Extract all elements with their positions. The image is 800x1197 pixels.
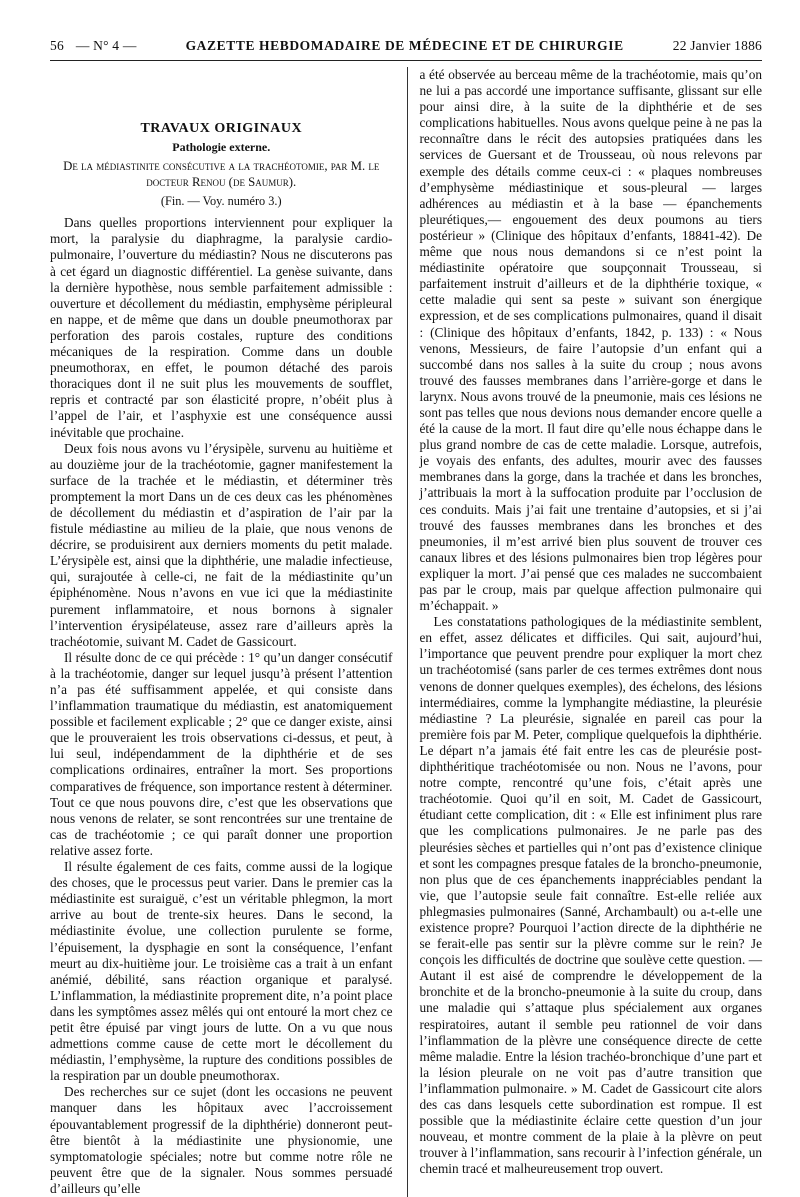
subsection-title: Pathologie externe. — [172, 140, 271, 155]
issue-date: 22 Janvier 1886 — [672, 38, 762, 53]
paragraph: a été observée au berceau même de la trachéotomie, mais qu’on ne lui a pas accordé une importance suffisante, glissant sur elle pour ainsi dire, à la suite de la diphthérie et de ses complications habituelles. Nous avons quelque peine à ne pas la reconnaître dans le récit des autopsies pratiquées dans les services de Guersant et de Trousseau, où nous relevons par exemple des détails comme ceux-ci : « plaques nombreuses d’emphysème médiastinique et sous-pleural — larges adhérences au médiastin et à la base — épanchements pleurétiques,— engouement des deux poumons au tiers postérieur » (Clinique des hôpitaux d’enfants, 18841-42). De même que nous nous demandons si ce n’est point la médiastinite opératoire que soupçonnait Trousseau, si parfaitement instruit d’ailleurs et de la diphthérie toxique, « cette maladie qui sent sa peste » suivant son énergique expression, et de ses complications pulmonaires, quand il disait : (Clinique des hôpitaux d’enfants, 1842, p. 133) : « Nous venons, Messieurs, de faire l’autopsie d’un enfant qui a succombé dans nos salles à la suite du croup ; nous avons trouvé des fausses membranes dans l’arrière-gorge et dans le larynx. Nous avons trouvé de la pneumonie, mais ces lésions ne sont pas telles que nous devions nous demander encore quelle a été la cause de la mort. Il faut dire qu’elle nous échappe dans le plus grand nombre de cas de cette maladie. Lorsque, autrefois, je voyais des enfants, des adultes, mourir avec des fausses membranes dans la gorge, dans la trachée et dans les bronches, j’attribuais la mort à la suffocation produite par l’occlusion de ces conduits. Mais j’ai fait une trentaine d’autopsies, et si j’ai trouvé des fausses membranes dans les bronches et des pneumonies, il m’est arrivé bien plus souvent de trouver ces canaux libres et des lésions pulmonaires bien trop légères pour expliquer la mort. J’ai pensé que ces malades ne succombaient pas par le croup, mais par quelque affection pulmonaire qui m’échappait. » — [419, 67, 762, 614]
header-left — [50, 38, 137, 54]
left-column — [50, 67, 393, 1197]
page-number: 56 — [50, 38, 64, 53]
right-column — [407, 67, 763, 1197]
issue-number: — N° 4 — — [75, 38, 137, 53]
paragraph: Des recherches sur ce sujet (dont les occasions ne peuvent manquer dans les hôpitaux avec l’accroissement épouvantablement progressif de la diphthérie) donneront peut-être bientôt à la médiastinite une physionomie, une symptomatologie spéciales; notre but comme notre rôle ne peuvent être que de la signaler. Nous sommes persuadé d’ailleurs qu’elle — [50, 1084, 393, 1196]
text-columns — [50, 67, 762, 1197]
paragraph: Il résulte également de ces faits, comme aussi de la logique des choses, que le processus peut varier. Dans le premier cas la médiastinite est suraiguë, c’est un véritable phlegmon, la mort arrive au bout de trente-six heures. Dans le second, la médiastinite évolue, une collection purulente se forme, l’épuisement, la dysphagie en sont la conséquence, l’enfant meurt au dix-huitième jour. Le troisième cas a trait à un enfant anémié, débilité, sans réaction organique et paralysé. L’inflammation, la médiastinite proprement dite, n’a point place dans les symptômes assez mêlés qui ont entouré la mort chez ce petit être épuisé par vingt jours de lutte. On a vu que nous admettions comme cause de cette mort le décollement du médiastin, l’emphysème, la rupture des conditions possibles de la respiration par un double pneumothorax. — [50, 859, 393, 1084]
paragraph: Deux fois nous avons vu l’érysipèle, survenu au huitième et au douzième jour de la trachéotomie, gagner manifestement la surface de la trachée et le médiastin, et déterminer très promptement la mort Dans un de ces deux cas les phénomènes de décollement du médiastin et d’aspiration de l’air par la fistule médiastine au milieu de la plaie, que nous venons de décrire, se produisirent aux derniers moments du petit malade. L’érysipèle est, ainsi que la diphthérie, une maladie infectieuse, qui, surajoutée à celle-ci, ne fait de la médiastinite qu’un épiphénomène. Nous n’avons en vue ici que la médiastinite purement inflammatoire, et nous bornons à signaler l’intervention érysipélateuse, assez rare d’ailleurs après la trachéotomie, suivant M. Cadet de Gassicourt. — [50, 440, 393, 649]
journal-title: GAZETTE HEBDOMADAIRE DE MÉDECINE ET DE CHIRURGIE — [185, 38, 624, 53]
running-header — [50, 38, 762, 61]
paragraph: Les constatations pathologiques de la médiastinite semblent, en effet, assez délicates et difficiles. Qui sait, aujourd’hui, l’importance que peuvent prendre pour expliquer la mort chez un trachéotomisé (sans parler de ces termes extrêmes dont nous venons de donner quelques exemples), des échelons, des lésions intermédiaires, comme la lymphangite médiastine, la pleurésie médiastine ? La pleurésie, signalée en pareil cas pour la première fois par M. Peter, complique quelquefois la diphthérie. Le départ n’a jamais été fait entre les cas de pleurésie post-diphthéritique trachéotomisée ou non. Nous ne l’avons, pour notre compte, rencontré qu’une fois, c’était après une trachéotomie. Quoi qu’il en soit, M. Cadet de Gassicourt, étudiant cette complication, dit : « Elle est infiniment plus rare que les complications pulmonaires. Je ne parle pas des pleurésies sèches et partielles qui n’ont pas d’existence clinique et sont les compagnes presque fatales de la broncho-pneumonie, non plus que de ces épanchements inappréciables pendant la vie, que l’autopsie seule fait connaître. Est-elle reliée aux phlegmasies pulmonaires (Sanné, Archambault) ou a-t-elle une existence propre? Pourquoi l’action directe de la diphthérie ne se ferait-elle pas sentir sur la plèvre comme sur le rein? Je conçois les difficultés de doctrine que soulève cette question. — Autant il est aisé de comprendre le développement de la bronchite et de la broncho-pneumonie à la suite du croup, dans une maladie qui s’attaque plus spécialement aux organes respiratoires, autant il semble peu rationnel de voir dans l’inflammation de la plèvre une conséquence directe de cette même maladie. Entre la lésion trachéo-bronchique d’une part et la lésion pleurale on ne voit pas d’autre transition que l’inflammation pulmonaire. » M. Cadet de Gassicourt cite alors des cas dans lesquels cette subordination est rompue. Il est possible que la médiastinite éclaire cette question d’un jour nouveau, et montre comment de la plaie à la plèvre on peut trouver à l’inflammation, sans recourir à l’infection générale, un chemin tracé et malheureusement trop ouvert. — [419, 614, 762, 1177]
paragraph: Dans quelles proportions interviennent pour expliquer la mort, la paralysie du diaphragme, la paralysie cardio-pulmonaire, l’ouverture du médiastin? Nous ne discuterons pas à cet égard un diagnostic différentiel. La genèse suivante, dans la dernière hypothèse, nous semble parfaitement admissible : ouverture et décollement du médiastin, emphysème péripleural en nappe, et de même que dans un double pneumothorax par perforation des parois costales, rupture des conditions mécaniques de la respiration. Comme dans un double pneumothorax, en effet, le poumon détaché des parois thoraciques dont il ne suit plus les mouvements de soufflet, repris et contracté par son élasticité propre, n’obéit plus à l’appel de l’air, et l’asphyxie est une conséquence aussi inévitable que prochaine. — [50, 215, 393, 440]
continuation-note: (Fin. — Voy. numéro 3.) — [160, 194, 282, 209]
paragraph: Il résulte donc de ce qui précède : 1° qu’un danger consécutif à la trachéotomie, danger sur lequel jusqu’à présent l’attention n’a pas été suffisamment appelée, et qui consiste dans l’inflammation traumatique du médiastin, est anatomiquement possible et facilement explicable ; 2° que ce danger existe, ainsi que le prouveraient les trois observations ci-dessus, et peut, à lui seul, indépendamment de la diphthérie et de ses complications ordinaires, entraîner la mort. Ses proportions comparatives de fréquence, son importance restent à déterminer. Tout ce que nous pouvons dire, c’est que les observations que nous venons de relater, se sont rencontrées sur une trentaine de cas de trachéotomie ; ce qui paraît donner une proportion relative assez forte. — [50, 649, 393, 858]
article-title: De la médiastinite consécutive a la trachéotomie, par M. le docteur Renou (de Saumur). — [63, 159, 380, 189]
section-title: TRAVAUX ORIGINAUX — [140, 121, 303, 136]
